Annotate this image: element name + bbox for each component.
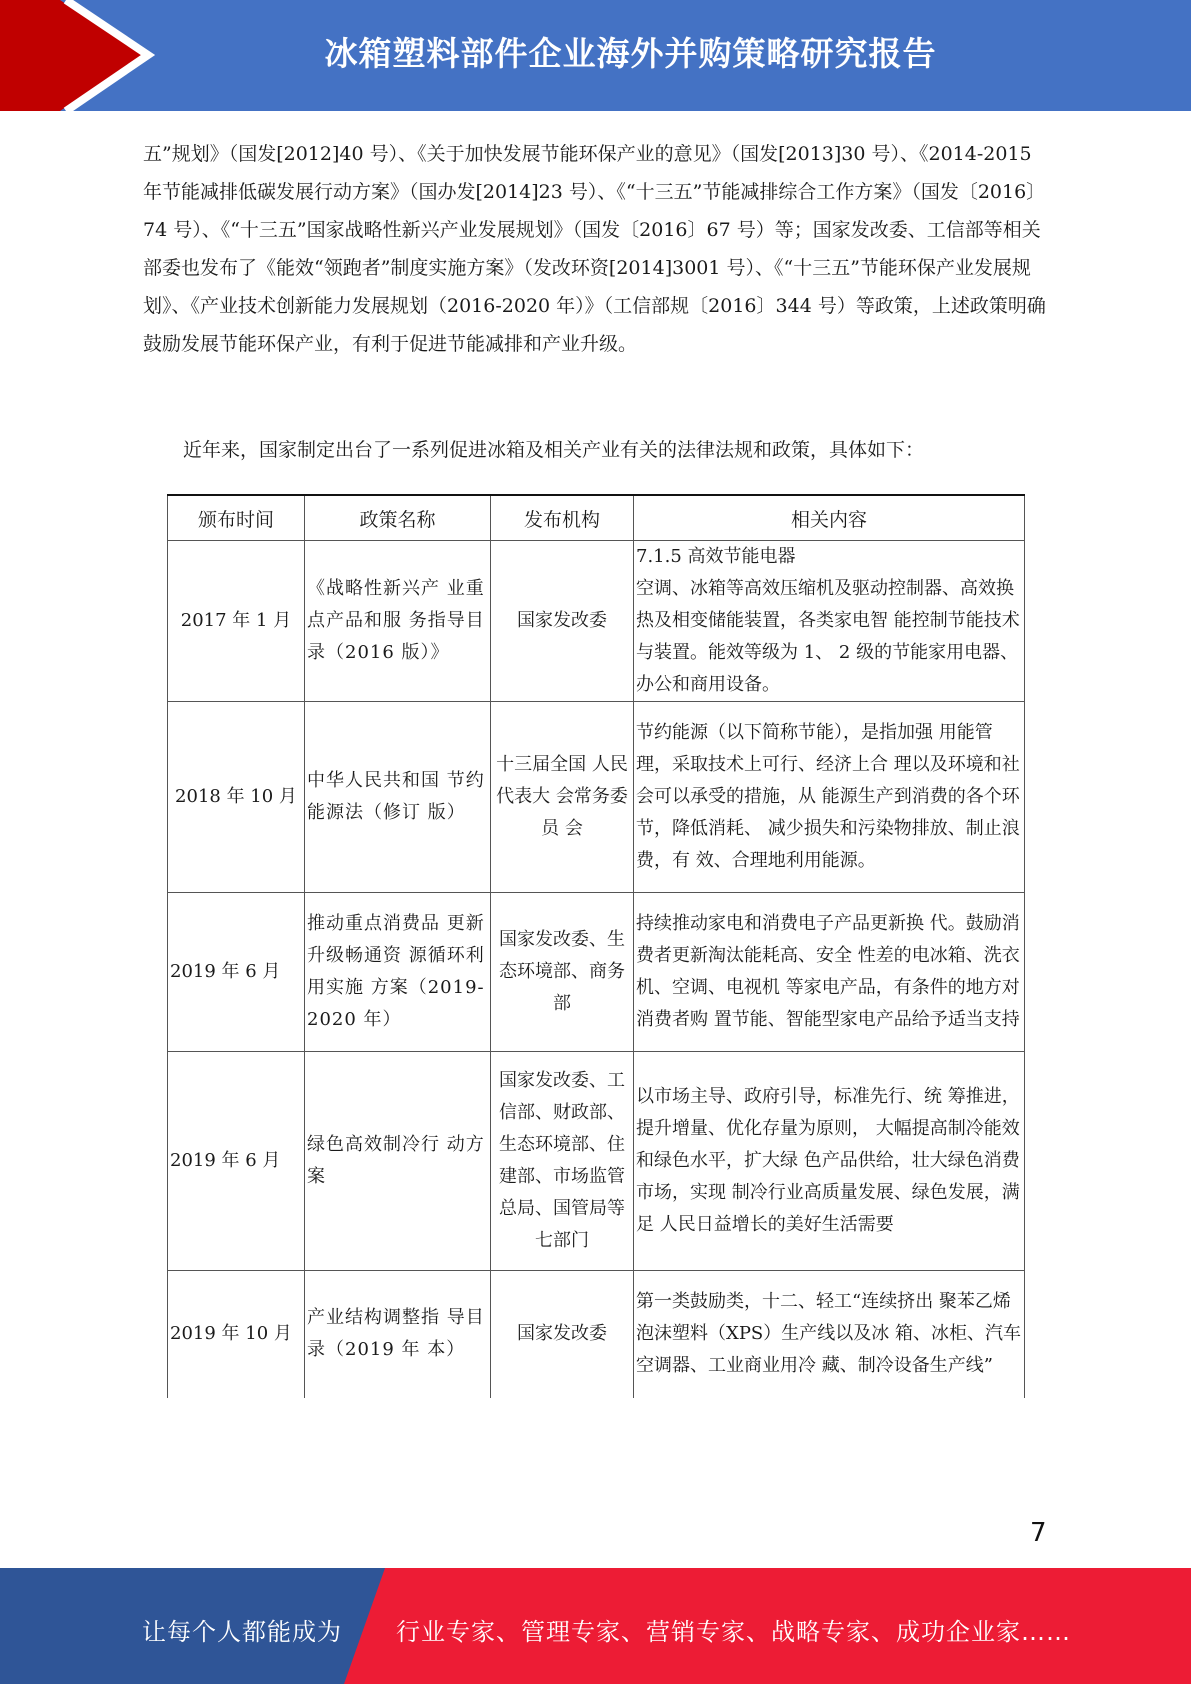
cell-issuer: 十三届全国 人民代表大 会常务委员 会 — [491, 702, 634, 893]
table-row — [168, 1271, 1025, 1398]
table-row — [168, 893, 1025, 1052]
cell-issuer: 国家发改委、生态环境部、商务部 — [491, 893, 634, 1052]
table-row — [168, 702, 1025, 893]
header-issuer: 发布机构 — [491, 495, 634, 541]
table-row — [168, 1052, 1025, 1271]
cell-content: 7.1.5 高效节能电器 空调、冰箱等高效压缩机及驱动控制器、高效换热及相变储能装置，各类家电智 能控制节能技术与装置。能效等级为 1、 2 级的节能家用电器、办公和商用设备。 — [634, 541, 1025, 702]
table-header-row — [168, 495, 1025, 541]
report-header-banner — [0, 0, 1191, 111]
cell-policy-name: 产业结构调整指 导目录（2019 年 本） — [305, 1271, 491, 1398]
cell-date: 2019 年 6 月 — [168, 893, 305, 1052]
report-title: 冰箱塑料部件企业海外并购策略研究报告 — [324, 34, 937, 73]
cell-issuer: 国家发改委 — [491, 541, 634, 702]
page-number: 7 — [1030, 1518, 1047, 1548]
cell-policy-name: 绿色高效制冷行 动方案 — [305, 1052, 491, 1271]
header-content: 相关内容 — [634, 495, 1025, 541]
cell-issuer: 国家发改委 — [491, 1271, 634, 1398]
policy-intro-paragraph: 五”规划》（国发[2012]40 号）、《关于加快发展节能环保产业的意见》（国发[2013]30 号）、《2014-2015 年节能减排低碳发展行动方案》（国办发[2014]23 号）、《“十三五”节能减排综合工作方案》（国发〔2016〕74 号）、《“十三五”国家战略性新兴产业发展规划》（国发〔2016〕67 号）等；国家发改委、工信部等相关部委也发布了《能效“领跑者”制度实施方案》（发改环资[2014]3001 号）、《“十三五”节能环保产业发展规划》、《产业技术创新能力发展规划（2016-2020 年）》（工信部规〔2016〕344 号）等政策，上述政策明确鼓励发展节能环保产业，有利于促进节能减排和产业升级。 — [143, 143, 1046, 355]
cell-content: 第一类鼓励类，十二、轻工“连续挤出 聚苯乙烯泡沫塑料（XPS）生产线以及冰 箱、冰柜、汽车空调器、工业商业用冷 藏、制冷设备生产线” — [634, 1271, 1025, 1398]
cell-policy-name: 《战略性新兴产 业重点产品和服 务指导目录（2016 版）》 — [305, 541, 491, 702]
footer-slogan-right: 行业专家、管理专家、营销专家、战略专家、成功企业家…… — [396, 1618, 1071, 1646]
cell-content: 节约能源（以下简称节能），是指加强 用能管理，采取技术上可行、经济上合 理以及环境和社会可以承受的措施，从 能源生产到消费的各个环节，降低消耗、 减少损失和污染物排放、制止浪费，有 效、合理地利用能源。 — [634, 702, 1025, 893]
footer-slogan-left: 让每个人都能成为 — [142, 1618, 342, 1646]
cell-date: 2019 年 10 月 — [168, 1271, 305, 1398]
table-row — [168, 541, 1025, 702]
footer-banner — [0, 1568, 1191, 1684]
table-intro-paragraph: 近年来，国家制定出台了一系列促进冰箱及相关产业有关的法律法规和政策，具体如下： — [183, 439, 925, 461]
cell-date: 2019 年 6 月 — [168, 1052, 305, 1271]
header-date: 颁布时间 — [168, 495, 305, 541]
cell-date: 2017 年 1 月 — [168, 541, 305, 702]
cell-content: 以市场主导、政府引导，标准先行、统 筹推进，提升增量、优化存量为原则， 大幅提高制冷能效和绿色水平，扩大绿 色产品供给，壮大绿色消费市场，实现 制冷行业高质量发展、绿色发展，满足 人民日益增长的美好生活需要 — [634, 1052, 1025, 1271]
cell-policy-name: 中华人民共和国 节约能源法（修订 版） — [305, 702, 491, 893]
header-policy-name: 政策名称 — [305, 495, 491, 541]
cell-issuer: 国家发改委、工信部、财政部、生态环境部、住建部、市场监管总局、国管局等七部门 — [491, 1052, 634, 1271]
cell-policy-name: 推动重点消费品 更新升级畅通资 源循环利用实施 方案（2019-2020 年） — [305, 893, 491, 1052]
cell-content: 持续推动家电和消费电子产品更新换 代。鼓励消费者更新淘汰能耗高、安全 性差的电冰箱、洗衣机、空调、电视机 等家电产品，有条件的地方对消费者购 置节能、智能型家电产品给予适当支持 — [634, 893, 1025, 1052]
cell-date: 2018 年 10 月 — [168, 702, 305, 893]
policy-table — [167, 494, 1025, 1398]
